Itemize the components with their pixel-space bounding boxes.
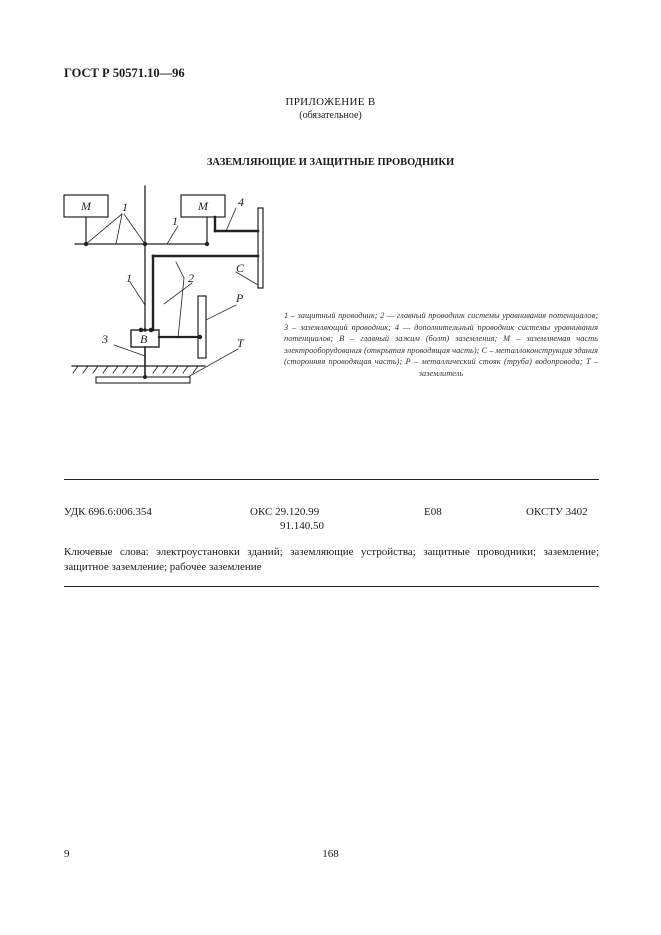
label-2: 2 (188, 271, 194, 285)
okstu-code: ОКСТУ 3402 (526, 506, 588, 518)
appendix-title: ПРИЛОЖЕНИЕ В (285, 96, 376, 108)
earth-electrode-t (96, 377, 190, 383)
document-code: ГОСТ Р 50571.10—96 (64, 66, 185, 80)
label-3: 3 (102, 332, 108, 346)
classification-code: E08 (424, 506, 442, 518)
appendix-status: (обязательное) (299, 110, 362, 121)
water-pipe-p (198, 296, 206, 358)
oks-code-2: 91.140.50 (280, 520, 324, 532)
label-1a: 1 (122, 200, 128, 214)
label-t: T (237, 336, 244, 350)
label-1c: 1 (126, 271, 132, 285)
label-4: 4 (238, 195, 244, 209)
page-number-left: 9 (64, 848, 70, 860)
label-m2: M (198, 199, 208, 213)
label-1b: 1 (172, 214, 178, 228)
label-p: P (236, 291, 244, 305)
divider-top (64, 479, 599, 480)
udk-code: УДК 696.6:006.354 (64, 506, 152, 518)
oks-code-1: ОКС 29.120.99 (250, 506, 320, 518)
keywords: Ключевые слова: электроустановки зданий; заземляющие устройства; защитные проводники; заземление; защитное заземление; рабочее заземление (64, 546, 599, 573)
diagram-legend: 1 – защитный проводник; 2 — главный проводник системы уравнивания потенциалов; 3 – заземляющий проводник; 4 — дополнительный проводник системы уравнивания потенциалов; B – главный зажим (болт) заземления; M – заземляемая часть электрооборудования (открытая проводящая часть); C – металлоконструкция здания (сторонняя проводящая часть); P – металлический стояк (труба) водопровода; T – заземлитель (284, 311, 598, 378)
divider-bottom (64, 586, 599, 587)
building-structure-c (258, 208, 263, 288)
label-b: B (140, 332, 148, 346)
label-c: C (236, 261, 245, 275)
section-title: ЗАЗЕМЛЯЮЩИЕ И ЗАЩИТНЫЕ ПРОВОДНИКИ (206, 157, 455, 168)
page-number-center: 168 (322, 848, 339, 860)
label-m1: M (81, 199, 91, 213)
